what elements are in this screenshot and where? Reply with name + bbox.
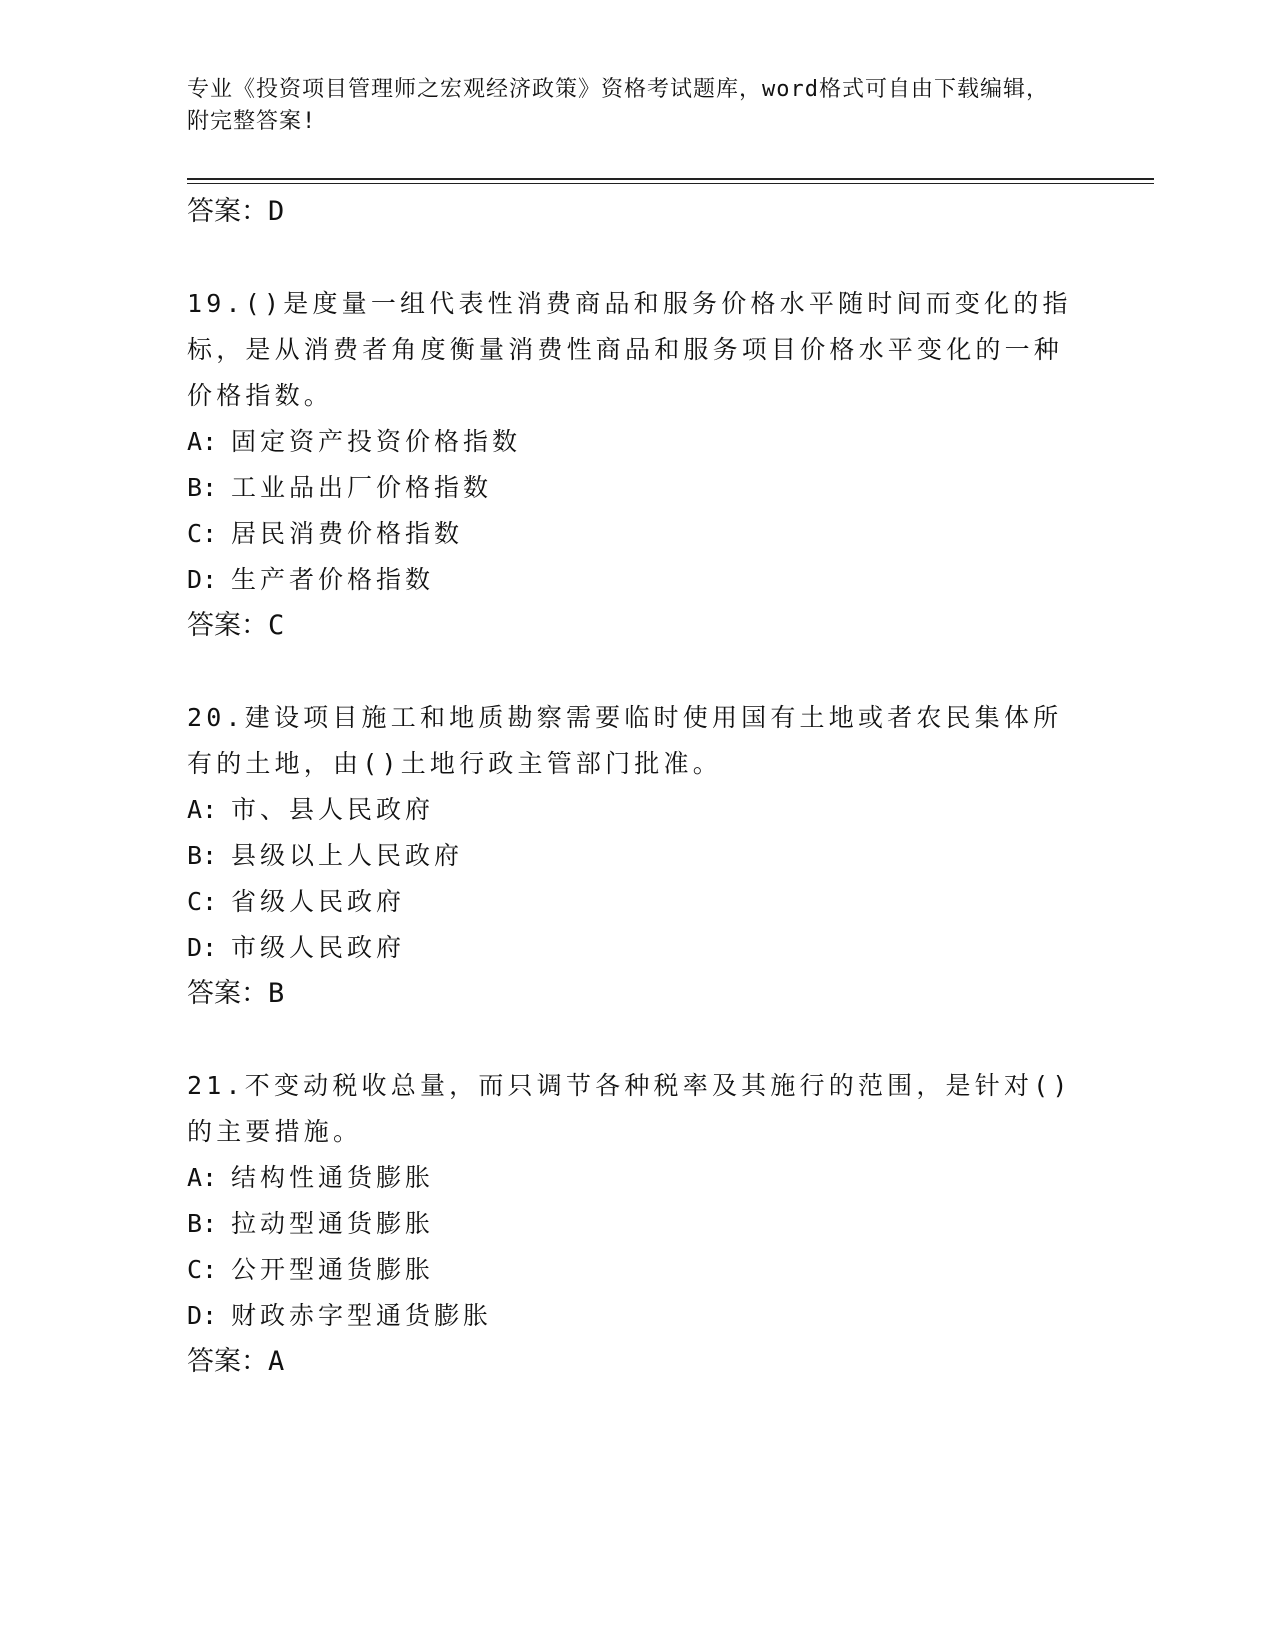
option-c — [187, 879, 1087, 925]
answer-label: 答案： — [187, 610, 268, 641]
header-rule-thick — [187, 178, 1154, 180]
option-letter: C: — [187, 887, 218, 916]
option-text: 市、县人民政府 — [231, 795, 435, 824]
option-text: 财政赤字型通货膨胀 — [231, 1301, 493, 1330]
option-text: 生产者价格指数 — [231, 565, 435, 594]
page-header: 专业《投资项目管理师之宏观经济政策》资格考试题库，word格式可自由下载编辑，附完整答案! — [187, 77, 1049, 134]
answer-line — [187, 189, 1087, 235]
option-text: 公开型通货膨胀 — [231, 1255, 435, 1284]
option-c — [187, 511, 1087, 557]
option-text: 工业品出厂价格指数 — [231, 473, 493, 502]
option-letter: B: — [187, 473, 218, 502]
option-text: 县级以上人民政府 — [231, 841, 464, 870]
option-d — [187, 1293, 1087, 1339]
answer-line — [187, 971, 1087, 1017]
answer-label: 答案： — [187, 196, 268, 227]
question-list — [187, 189, 1087, 1385]
option-b — [187, 1201, 1087, 1247]
option-text: 结构性通货膨胀 — [231, 1163, 435, 1192]
option-a — [187, 419, 1087, 465]
option-c — [187, 1247, 1087, 1293]
answer-value: A — [268, 1346, 285, 1377]
option-letter: D: — [187, 1301, 218, 1330]
option-a — [187, 787, 1087, 833]
header-rule-thin — [187, 183, 1154, 184]
option-letter: C: — [187, 519, 218, 548]
answer-label: 答案： — [187, 978, 268, 1009]
option-letter: B: — [187, 1209, 218, 1238]
option-d — [187, 557, 1087, 603]
answer-line — [187, 603, 1087, 649]
option-text: 固定资产投资价格指数 — [231, 427, 522, 456]
question-block — [187, 695, 1087, 1017]
question-block — [187, 281, 1087, 649]
option-letter: A: — [187, 1163, 218, 1192]
option-letter: D: — [187, 933, 218, 962]
spacer — [187, 1017, 1087, 1063]
question-stem: 19.()是度量一组代表性消费商品和服务价格水平随时间而变化的指标，是从消费者角度衡量消费性商品和服务项目价格水平变化的一种价格指数。 — [187, 289, 1072, 410]
question-block — [187, 1063, 1087, 1385]
option-letter: B: — [187, 841, 218, 870]
option-text: 拉动型通货膨胀 — [231, 1209, 435, 1238]
option-letter: A: — [187, 795, 218, 824]
option-d — [187, 925, 1087, 971]
answer-value: D — [268, 196, 285, 227]
answer-value: B — [268, 978, 285, 1009]
answer-label: 答案： — [187, 1346, 268, 1377]
option-text: 市级人民政府 — [231, 933, 406, 962]
option-text: 省级人民政府 — [231, 887, 406, 916]
option-letter: C: — [187, 1255, 218, 1284]
option-b — [187, 465, 1087, 511]
option-text: 居民消费价格指数 — [231, 519, 464, 548]
question-stem: 20.建设项目施工和地质勘察需要临时使用国有土地或者农民集体所有的土地，由()土地行政主管部门批准。 — [187, 703, 1063, 778]
question-stem: 21.不变动税收总量，而只调节各种税率及其施行的范围，是针对()的主要措施。 — [187, 1071, 1072, 1146]
option-a — [187, 1155, 1087, 1201]
spacer — [187, 235, 1087, 281]
option-b — [187, 833, 1087, 879]
answer-value: C — [268, 610, 285, 641]
spacer — [187, 649, 1087, 695]
option-letter: A: — [187, 427, 218, 456]
answer-line — [187, 1339, 1087, 1385]
option-letter: D: — [187, 565, 218, 594]
